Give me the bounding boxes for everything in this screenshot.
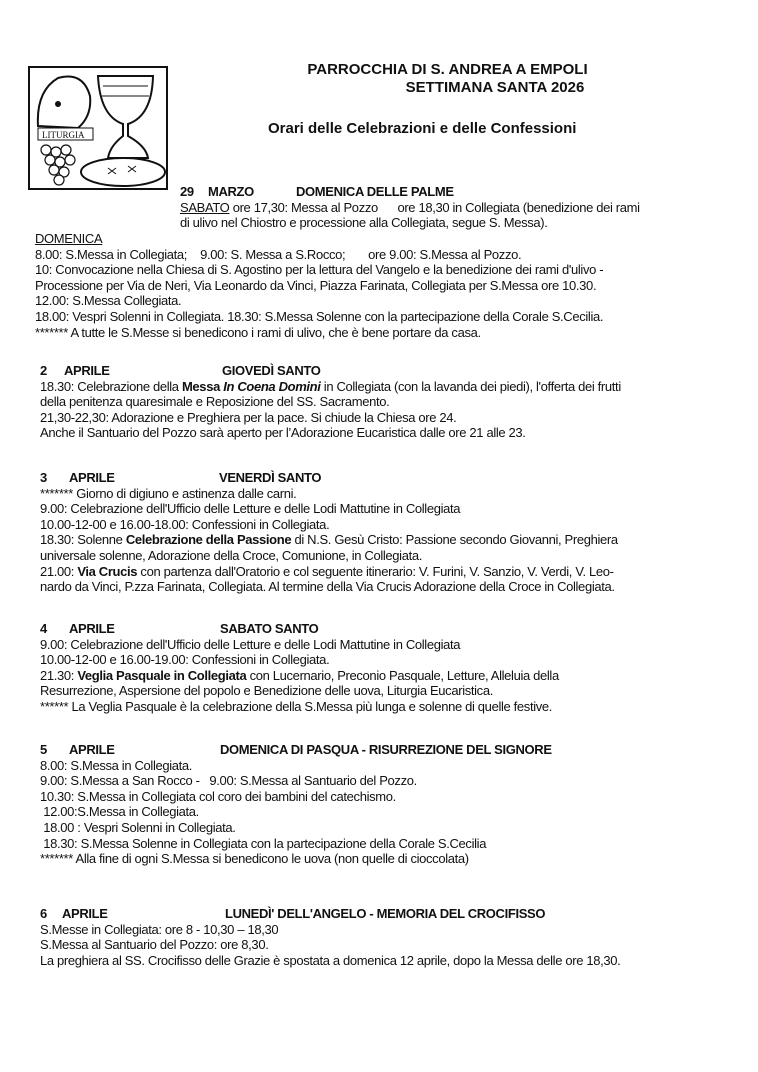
section-holy-saturday: [40, 621, 740, 715]
heading-title: VENERDÌ SANTO: [219, 470, 322, 485]
text-line: 8.00: S.Messa in Collegiata.: [40, 757, 193, 773]
heading-title: SABATO SANTO: [220, 621, 319, 636]
text-bold: Celebrazione della Passione: [125, 532, 292, 548]
text-line: 12.00:S.Messa in Collegiata.: [40, 804, 199, 820]
text-bold: Via Crucis: [77, 563, 138, 579]
text-line: nardo da Vinci, P.zza Farinata, Collegiata. Al termine della Via Crucis Adorazione della Croce in Collegiata.: [40, 579, 615, 595]
text-line: S.Messa al Santuario del Pozzo: ore 8,30.: [40, 937, 269, 953]
text-span: di N.S. Gesù Cristo: Passione secondo Giovanni, Preghiera: [291, 532, 618, 548]
section-heading: [40, 363, 740, 379]
text-line: 10.30: S.Messa in Collegiata col coro dei bambini del catechismo.: [40, 788, 396, 804]
text-line: di ulivo nel Chiostro e processione alla Collegiata, segue S. Messa).: [180, 215, 548, 231]
heading-month: APRILE: [69, 470, 115, 485]
text-line: [40, 668, 740, 684]
heading-day: 5: [40, 742, 47, 757]
text-line: 9.00: Celebrazione dell'Ufficio delle Letture e delle Lodi Mattutine in Collegiata: [40, 636, 461, 652]
subtitle: Orari delle Celebrazioni e delle Confessioni: [268, 120, 577, 137]
text-line: 9.00: S.Messa a San Rocco - 9.00: S.Messa al Santuario del Pozzo.: [40, 773, 417, 789]
text-line: 10.00-12-00 e 16.00-18.00: Confessioni in Collegiata.: [40, 516, 330, 532]
section-palm-sunday-saturday: [180, 184, 740, 231]
text-line: ******* Giorno di digiuno e astinenza dalle carni.: [40, 485, 297, 501]
section-good-friday: [40, 470, 740, 595]
heading-day: 3: [40, 470, 47, 485]
text-line: della penitenza quaresimale e Reposizione del SS. Sacramento.: [40, 394, 390, 410]
domenica-label: DOMENICA: [35, 231, 103, 246]
text-line: 9.00: Celebrazione dell'Ufficio delle Letture e delle Lodi Mattutine in Collegiata: [40, 501, 461, 517]
sabato-label: SABATO: [180, 199, 230, 215]
text-line: 21,30-22,30: Adorazione e Preghiera per la pace. Si chiude la Chiesa ore 24.: [40, 409, 457, 425]
section-easter-monday: [40, 906, 740, 968]
text-span: con partenza dall'Oratorio e col seguente itinerario: V. Furini, V. Sanzio, V. Verdi, V. Leo-: [137, 563, 614, 579]
text-line: Resurrezione, Aspersione del popolo e Benedizione delle uova, Liturgia Eucaristica.: [40, 683, 493, 699]
liturgia-logo-illustration: [28, 66, 168, 190]
section-heading: [40, 906, 740, 922]
heading-day: 4: [40, 621, 47, 636]
text-line: 8.00: S.Messa in Collegiata; 9.00: S. Messa a S.Rocco; ore 9.00: S.Messa al Pozzo.: [35, 246, 522, 262]
heading-month: APRILE: [69, 742, 115, 757]
section-holy-thursday: [40, 363, 740, 441]
text-line: [40, 564, 740, 580]
text-line: [180, 200, 740, 216]
text-line: universale solenne, Adorazione della Croce, Comunione, in Collegiata.: [40, 547, 422, 563]
text-line: La preghiera al SS. Crocifisso delle Grazie è spostata a domenica 12 aprile, dopo la Messa delle ore 18,30.: [40, 952, 621, 968]
text-line: Processione per Via de Neri, Via Leonardo da Vinci, Piazza Farinata, Collegiata per S.Messa ore 10.30.: [35, 277, 597, 293]
text-span: in Collegiata (con la lavanda dei piedi), l'offerta dei frutti: [320, 378, 621, 394]
text-line: 10: Convocazione nella Chiesa di S. Agostino per la lettura del Vangelo e la benedizione dei rami d'ulivo -: [35, 262, 604, 278]
text-span: 18.30: Celebrazione della: [40, 378, 182, 394]
heading-month: APRILE: [69, 621, 115, 636]
section-palm-sunday: [35, 231, 735, 340]
text-line: 18.00: Vespri Solenni in Collegiata. 18.30: S.Messa Solenne con la partecipazione della Corale S.Cecilia.: [35, 308, 604, 324]
text-line: 18.30: S.Messa Solenne in Collegiata con la partecipazione della Corale S.Cecilia: [40, 835, 487, 851]
text-bold-italic: In Coena Domini: [223, 378, 321, 394]
text-span: 21.00:: [40, 563, 78, 579]
section-heading: [40, 621, 740, 637]
heading-month: MARZO: [208, 184, 254, 199]
parish-title: PARROCCHIA DI S. ANDREA A EMPOLI: [307, 61, 588, 78]
text-line: 18.00 : Vespri Solenni in Collegiata.: [40, 819, 236, 835]
heading-title: LUNEDÌ' DELL'ANGELO - MEMORIA DEL CROCIFISSO: [225, 906, 546, 921]
svg-text:LITURGIA: LITURGIA: [42, 130, 85, 140]
section-heading: [40, 470, 740, 486]
text-line: ******* Alla fine di ogni S.Messa si benedicono le uova (non quelle di cioccolata): [40, 851, 469, 867]
text-line: ******* A tutte le S.Messe si benedicono i rami di ulivo, che è bene portare da casa.: [35, 324, 481, 340]
text-span: 18.30: Solenne: [40, 532, 126, 548]
text-span: 21.30:: [40, 667, 78, 683]
section-heading: [40, 742, 740, 758]
heading-title: GIOVEDÌ SANTO: [222, 363, 321, 378]
text-bold: Messa: [181, 378, 224, 394]
text-span: ore 17,30: Messa al Pozzo ore 18,30 in Collegiata (benedizione dei rami: [229, 199, 640, 215]
text-line: ****** La Veglia Pasquale è la celebrazione della S.Messa più lunga e solenne di quelle festive.: [40, 698, 553, 714]
text-span: con Lucernario, Preconio Pasquale, Letture, Alleluia della: [246, 667, 559, 683]
heading-day: 29: [180, 184, 194, 199]
heading-title: DOMENICA DI PASQUA - RISURREZIONE DEL SIGNORE: [220, 742, 552, 757]
text-line: S.Messe in Collegiata: ore 8 - 10,30 – 18,30: [40, 921, 279, 937]
heading-month: APRILE: [62, 906, 108, 921]
text-line: [40, 379, 740, 395]
text-line: [40, 532, 740, 548]
text-line: 12.00: S.Messa Collegiata.: [35, 293, 182, 309]
heading-title: DOMENICA DELLE PALME: [296, 184, 454, 199]
heading-day: 6: [40, 906, 47, 921]
section-heading: [180, 184, 740, 200]
heading-month: APRILE: [64, 363, 110, 378]
section-easter-sunday: [40, 742, 740, 867]
text-line: 10.00-12-00 e 16.00-19.00: Confessioni in Collegiata.: [40, 652, 330, 668]
heading-day: 2: [40, 363, 47, 378]
week-title: SETTIMANA SANTA 2026: [405, 79, 585, 96]
text-line: Anche il Santuario del Pozzo sarà aperto per l’Adorazione Eucaristica dalle ore 21 alle 23.: [40, 425, 526, 441]
text-bold: Veglia Pasquale in Collegiata: [77, 667, 247, 683]
